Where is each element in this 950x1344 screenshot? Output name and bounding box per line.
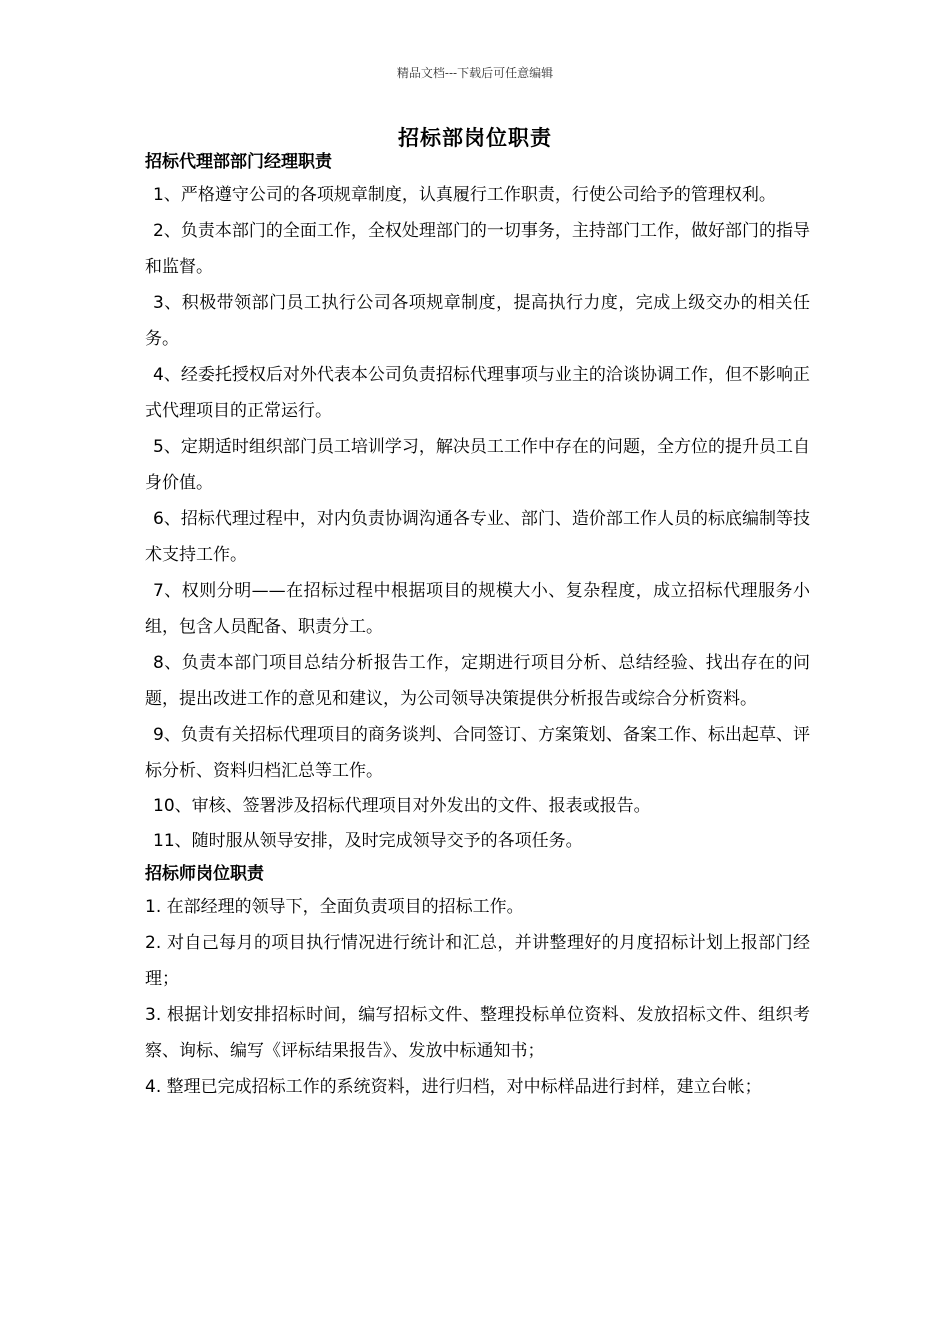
- manager-duty-item: 3、积极带领部门员工执行公司各项规章制度，提高执行力度，完成上级交办的相关任务。: [145, 293, 810, 349]
- engineer-duty-item: 1. 在部经理的领导下，全面负责项目的招标工作。: [145, 897, 524, 917]
- manager-duty-item: 2、负责本部门的全面工作，全权处理部门的一切事务，主持部门工作，做好部门的指导和监督。: [145, 221, 810, 277]
- manager-duty-item: 9、负责有关招标代理项目的商务谈判、合同签订、方案策划、备案工作、标出起草、评标分析、资料归档汇总等工作。: [145, 725, 810, 781]
- section-heading-engineer: 招标师岗位职责: [145, 864, 264, 884]
- header-note: 精品文档---下载后可任意编辑: [396, 66, 554, 80]
- manager-duty-item: 5、定期适时组织部门员工培训学习，解决员工工作中存在的问题，全方位的提升员工自身价值。: [145, 437, 810, 493]
- manager-duty-item: 6、招标代理过程中，对内负责协调沟通各专业、部门、造价部工作人员的标底编制等技术支持工作。: [145, 509, 810, 565]
- manager-duty-item: 4、经委托授权后对外代表本公司负责招标代理事项与业主的洽谈协调工作，但不影响正式代理项目的正常运行。: [145, 365, 810, 421]
- engineer-duty-item: 2. 对自己每月的项目执行情况进行统计和汇总，并讲整理好的月度招标计划上报部门经理；: [145, 933, 810, 989]
- manager-duty-item: 7、权则分明——在招标过程中根据项目的规模大小、复杂程度，成立招标代理服务小组，包含人员配备、职责分工。: [145, 581, 810, 637]
- document-body: [145, 147, 810, 1105]
- manager-duty-item: 1、严格遵守公司的各项规章制度，认真履行工作职责，行使公司给予的管理权利。: [153, 185, 776, 205]
- manager-duty-item: 8、负责本部门项目总结分析报告工作，定期进行项目分析、总结经验、找出存在的问题，提出改进工作的意见和建议，为公司领导决策提供分析报告或综合分析资料。: [145, 653, 810, 709]
- manager-duty-item: 11、随时服从领导安排，及时完成领导交予的各项任务。: [153, 831, 583, 851]
- document-title: 招标部岗位职责: [398, 126, 552, 150]
- manager-duty-item: 10、审核、签署涉及招标代理项目对外发出的文件、报表或报告。: [153, 796, 651, 816]
- engineer-duty-item: 4. 整理已完成招标工作的系统资料，进行归档，对中标样品进行封样，建立台帐；: [145, 1077, 762, 1097]
- section-heading-manager: 招标代理部部门经理职责: [145, 152, 332, 172]
- engineer-duty-item: 3. 根据计划安排招标时间，编写招标文件、整理投标单位资料、发放招标文件、组织考察、询标、编写《评标结果报告》、发放中标通知书；: [145, 1005, 810, 1061]
